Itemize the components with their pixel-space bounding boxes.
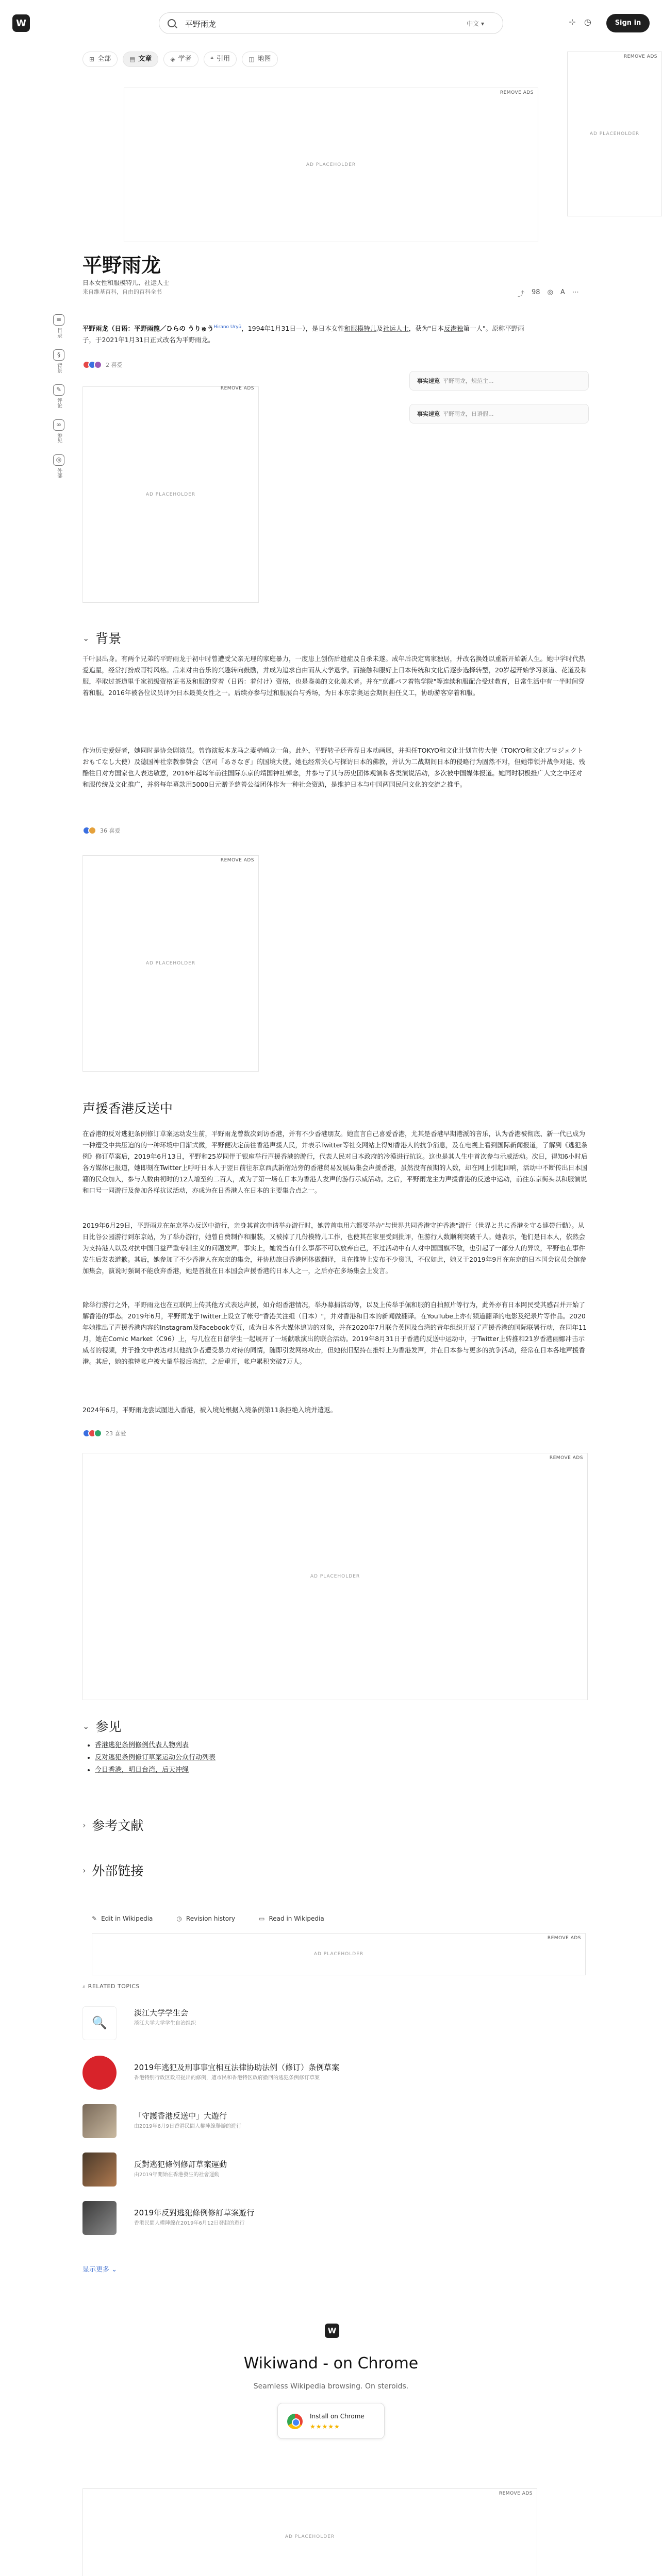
tab-quotes[interactable]: ❝ 引用 <box>204 52 237 67</box>
related-topic[interactable]: 反對逃犯條例修訂草案運動 由2019年開始在香港發生的社會運動 <box>82 2153 588 2190</box>
like-count[interactable]: 98 <box>532 289 540 296</box>
related-topics-label: ⌕ RELATED TOPICS <box>82 1983 140 1990</box>
globe-icon: ◎ <box>53 454 64 466</box>
wikiwand-logo[interactable]: W <box>12 14 30 32</box>
rail-comments[interactable]: ✎ 评论 <box>51 384 67 408</box>
history-icon[interactable]: ◷ <box>584 17 591 27</box>
globe-icon[interactable]: ◎ <box>547 289 553 296</box>
ad-banner-top <box>124 88 538 242</box>
top-bar <box>0 0 662 46</box>
ad-inline-2 <box>82 855 259 1072</box>
tab-scholar[interactable]: ◈ 学者 <box>163 52 198 67</box>
page-subtitle: 日本女性和服模特儿、社运人士 <box>82 279 170 286</box>
link-kimono-model[interactable]: 和服模特儿 <box>344 325 377 333</box>
link-anti-hk[interactable]: 反港独 <box>443 325 464 333</box>
hk-paragraph-2: 2019年6月29日，平野雨龙在东京举办反送中游行，亲身其首次申请举办游行时，她曾首电用六都要举办"与世界共同香港守护香港"游行（世界と共に香港を守る連帯行動）。从日比谷公园游行到东京站，为了举办游行，她曾自费制作和服装，又被掉了几份模特儿工作，也使其在家里受到批评，但游行人数顺利突破千人。她表示，他们是日本人，依然会为支持港人以及对抗中国日益严重专制主义的问题发声。事实上，她说当有什么事都不可以放弃自己，不过活动中有人对中国国旗不敬，也引起了一部分人的异议，平野也在事件发生后发表道歉。其后，她参加了不少香港人在东京的集会，并协助旅日香港团体做翻译，且在推特上发布不少资讯，不仅如此，她又于2019年9月在东京的日本国会议员会馆参加集会，演说时强调不能放弃香港，她是首批在日本国会声援香港的日本人之一，之后亦在多场集会上发言。 <box>82 1222 587 1275</box>
article-tools <box>518 289 579 298</box>
search-box[interactable] <box>159 12 503 34</box>
intro-paragraph: 平野雨龙（日语：平野雨龍／ひらの うりゅう$^{Hirano Uryū}$，1994年1月31日—），是日本女性和服模特儿及社运人士，获为"日本反港独第一人"。原称平野雨子，于2021年1月31日正式改名为平野雨龙。 <box>82 325 524 344</box>
edit-wikipedia-link[interactable]: ✎ Edit in Wikipedia <box>92 1915 153 1922</box>
read-wikipedia-link[interactable]: ▭ Read in Wikipedia <box>259 1915 324 1922</box>
rail-external[interactable]: ◎ 外部 <box>51 454 67 478</box>
topic-logo-icon: 🔍 <box>82 2006 117 2040</box>
ad-inline-3 <box>82 1453 588 1700</box>
promo-title: Wikiwand - on Chrome <box>243 2354 419 2372</box>
search-icon <box>168 19 176 27</box>
see-also-item[interactable]: • 反对逃犯条例修订草案运动公众行动列表 <box>95 1752 216 1764</box>
ad-placeholder-label: AD PLACEHOLDER <box>145 961 196 966</box>
search-tabs <box>82 52 278 69</box>
fact-card-1[interactable]: 事实速览 平野雨龙，规范主... <box>409 371 589 391</box>
ad-placeholder-label: AD PLACEHOLDER <box>310 1574 360 1579</box>
search-input[interactable] <box>185 18 453 29</box>
remove-ads-link[interactable]: REMOVE ADS <box>547 1936 581 1941</box>
ad-placeholder-label: AD PLACEHOLDER <box>145 492 196 497</box>
remove-ads-link[interactable]: REMOVE ADS <box>220 386 254 391</box>
chrome-icon <box>287 2414 303 2429</box>
see-also-list <box>92 1739 216 1776</box>
book-icon: ▭ <box>259 1915 265 1922</box>
topic-thumbnail <box>82 2153 117 2187</box>
section-heading-see-also[interactable]: ⌄ 参见 <box>82 1719 122 1734</box>
section-heading-hk: 声援香港反送中 <box>82 1101 173 1116</box>
avatar <box>94 361 102 369</box>
hk-reactions[interactable]: 23 喜爱 <box>82 1429 126 1437</box>
scholar-icon: ◈ <box>170 56 175 63</box>
revision-history-link[interactable]: ◷ Revision history <box>176 1915 236 1922</box>
sign-in-button[interactable]: Sign in <box>606 14 650 32</box>
chevron-down-icon: ⌄ <box>82 633 90 643</box>
side-rail <box>49 314 68 478</box>
related-topic[interactable]: 2019年反對逃犯條例修訂草案遊行 香港民間人權陣線在2019年6月12日發起的遊行 <box>82 2201 588 2238</box>
article-actions <box>92 1915 324 1922</box>
hk-paragraph-4: 2024年6月，平野雨龙尝试图进入香港，被入境处根据入境条例第11条拒绝入境并遣返。 <box>82 1406 337 1414</box>
ad-bottom <box>82 2488 537 2576</box>
see-also-item[interactable]: • 今日香港，明日台湾，后天冲绳 <box>95 1764 216 1776</box>
see-also-item[interactable]: • 香港逃犯条例修例代表人物列表 <box>95 1739 216 1752</box>
ad-placeholder-label: AD PLACEHOLDER <box>589 131 640 137</box>
install-chrome-button[interactable]: Install on Chrome ★★★★★ <box>277 2403 385 2439</box>
page-source: 来自维基百科，自由的百科全书 <box>82 289 162 295</box>
show-more-button[interactable]: 显示更多 ⌄ <box>82 2266 118 2274</box>
topic-thumbnail <box>82 2056 117 2090</box>
tab-maps[interactable]: ◫ 地图 <box>242 52 277 67</box>
quote-icon: ❝ <box>210 56 214 63</box>
map-icon: ◫ <box>249 56 255 63</box>
fact-card-2[interactable]: 事实速览 平野雨龙，日语假... <box>409 404 589 423</box>
background-reactions[interactable]: 36 喜爱 <box>82 826 121 835</box>
hk-paragraph-1: 在香港的反对逃犯条例修订草案运动发生前，平野雨龙曾数次到访香港，并有不少香港朋友。她直言自己喜爱香港，尤其是香港早期港派的音乐，认为香港被彻底、新一代已成为一种遭受中共压迫的的一种环境中日渐式微，平野便决定前往香港声援人民，并表示Twitter等社交网站上得知香港人的抗争消息，及在电视上看到国际新闻报道，了解到《逃犯条例》修订草案后，2019年6月13日，平野和25岁同伴于银座举行声援香港的游行，代表人民对日本政府的冷漠进行抗议。这也是其人生中首次参与示威活动。次日，得知6小时后各方媒体已报道，她即刻在Twitter上呼吁日本人于翌日前往东京西武新宿站旁的香港贸易发展局集会声援香港，虽然没有预期的人数，却在网上引起回响，活动中不断传出日本国籍的民众加入，参与人数由初时的12人增至约二百人，成为了第一场在日本为香港人发声的游行示威活动。之后，平野雨龙主力声援香港的反送中运动，前往东京街头以和服演说和口号一同游行及参加各样抗议活动，亦成为在日香港人在日本的主要集合点之一。 <box>82 1130 588 1194</box>
ad-inline-4 <box>92 1933 586 1975</box>
language-select[interactable]: 中文 ▾ <box>467 19 484 28</box>
font-size-icon[interactable]: A <box>560 289 565 296</box>
toc-icon: ≡ <box>53 314 64 326</box>
related-topic[interactable]: 2019年逃犯及刑事事宜相互法律协助法例（修订）条例草案 香港特别行政区政府提出的修例，遭市民和香港特区政府撤回的逃犯条例修订草案 <box>82 2056 588 2093</box>
ad-placeholder-label: AD PLACEHOLDER <box>285 2534 335 2539</box>
remove-ads-link[interactable]: REMOVE ADS <box>549 1455 583 1461</box>
section-heading-references[interactable]: › 参考文献 <box>82 1818 144 1833</box>
topic-thumbnail <box>82 2104 117 2138</box>
remove-ads-link[interactable]: REMOVE ADS <box>623 54 657 59</box>
chevron-right-icon: › <box>82 1865 86 1875</box>
chevron-right-icon: › <box>82 1820 86 1830</box>
history-icon: ◷ <box>176 1915 182 1922</box>
related-topic[interactable]: 🔍 淡江大学学生会 淡江大学大学学生自治组织 <box>82 2006 588 2043</box>
remove-ads-link[interactable]: REMOVE ADS <box>220 858 254 863</box>
rating-stars: ★★★★★ <box>310 2423 340 2430</box>
wikiwand-logo: W <box>325 2324 339 2338</box>
hk-paragraph-3: 除举行游行之外，平野雨龙也在互联网上传其他方式表达声援，如介绍香港情况，举办募捐活动等，以及上传举手佩和服的自拍照片等行为，此外亦有日本网民受其感召并开始了解香港的事态。2019年6月，平野雨龙于Twitter上设立了帐号"香港关注组（日本）"，并对香港和日本的新闻做翻译。在YouTube上亦有频道翻译的电影及纪录片等作品。2020年她推出了声援香港内容的Instagram及Facebook专页，成为日本各大媒体追访的对象，并在2020年7月联合英国及台湾的青年组织开展了声援香港的国际联署行动，在同年11月，她在Comic Market（C96）上，与几位在日留学生一起展开了一场献歌演出的联合活动。2019年8月31日于香港的反送中运动中，于Twitter上转推和21岁香港丽娜冲击示威者的视频，并于推文中表达对其他抗争者遭受暴力对待的同情，随即引发网络攻击，但她依旧坚持在推特上为香港发声，并在日本参与更多的抗争活动，经常在日本各地声援香港。其后，她的推特帐户被大量举报后冻结，之后重开，帐户累积突破7万人。 <box>82 1301 587 1365</box>
ad-side-right <box>567 52 662 216</box>
pencil-icon: ✎ <box>92 1915 97 1922</box>
page-title: 平野雨龙 <box>82 253 161 277</box>
remove-ads-link[interactable]: REMOVE ADS <box>500 90 534 95</box>
article-icon: ▤ <box>129 56 136 63</box>
rail-toc[interactable]: ≡ 目录 <box>51 314 67 338</box>
link-activist[interactable]: 社运人士 <box>383 325 409 333</box>
section-heading-background[interactable]: ⌄ 背景 <box>82 631 122 646</box>
rail-background[interactable]: § 背景 <box>51 349 67 373</box>
share-icon[interactable]: ⤴ <box>518 291 525 298</box>
rail-see-also[interactable]: ∞ 参见 <box>51 419 67 443</box>
section-icon: § <box>53 349 64 361</box>
background-paragraph-2: 作为历史爱好者，她同时是协会剧演员。曾饰演坂本龙马之妻楢崎龙一角。此外，平野转子还青春日本动画展，并担任TOKYO和文化计划宣传大使（TOKYO和文化プロジェクト おもてなし大使）及德国神社宗教参赞会（宫司「あさなぎ」的国境大使。她也经常关心与探访日本的佛教，并认为二战期间日本的侵略行为固然不对，但她带领并战争对建、残酷往日对方国家也人表达敬意，2016年起每年前往国际东京的靖国神社悼念，并参与了其与历史团体观演和各类演说活动，多次被中国媒体报道。她同时积极推广人文之中还对和服传统及文化推广，并将每年募款用5000日元赠予慈善公益团体作为一种社会资助，是维护日本与中国两国民间文化的交流之推手。 <box>82 747 586 788</box>
grid-icon: ⊞ <box>89 56 95 63</box>
intro-reactions[interactable]: 2 喜爱 <box>82 361 123 369</box>
avatar <box>88 826 96 835</box>
topic-thumbnail <box>82 2201 117 2235</box>
tab-all[interactable]: ⊞ 全部 <box>82 52 118 67</box>
link-icon: ∞ <box>53 419 64 431</box>
avatar <box>94 1429 102 1437</box>
comment-icon: ✎ <box>53 384 64 396</box>
background-paragraph-1: 千叶县出身。有两个兄弟的平野雨龙于初中时曾遭受父亲无理的家庭暴力，一度患上创伤后遗症及自杀未遂。成年后决定离家独居，并改名换姓以重新开始新人生。她中学时代热爱追星，经常打扮成哥特风格。后来对由音乐的兴趣转向鼓励，并成为追求自由而从大学退学。而接触和服好上日本传统和文化后逐步选择转型，20岁起开始学习茶道、花道及和服，奉取过茶道里千家初级资格证书及和服的穿着（日语：着付け）资格，也是鉴美的文化美术者。并在"京都パフ着物学院"等连续和服配合受过教育，日常生活中有一半时间穿着和服。2016年被各位议员评为日本最美女性之一。后续亦参与过和服展台与秀场，为日本东京奥运会期间担任义工，协助游客穿着和服。 <box>82 655 587 697</box>
ad-placeholder-label: AD PLACEHOLDER <box>313 1952 364 1957</box>
related-topic[interactable]: 「守護香港反送中」大遊行 由2019年6月9日香港民間人權陣線舉辦的遊行 <box>82 2104 588 2141</box>
ad-placeholder-label: AD PLACEHOLDER <box>306 162 356 167</box>
bookmark-icon[interactable]: ⊹ <box>569 17 576 27</box>
chevron-down-icon: ⌄ <box>82 1721 90 1731</box>
ad-inline-1 <box>82 386 259 603</box>
promo-subtitle: Seamless Wikipedia browsing. On steroids. <box>253 2382 409 2391</box>
chevron-down-icon: ⌄ <box>111 2266 118 2274</box>
tab-articles[interactable]: ▤ 文章 <box>123 52 158 67</box>
more-icon[interactable]: ⋯ <box>572 289 579 296</box>
remove-ads-link[interactable]: REMOVE ADS <box>499 2491 533 2496</box>
section-heading-external[interactable]: › 外部链接 <box>82 1863 144 1878</box>
